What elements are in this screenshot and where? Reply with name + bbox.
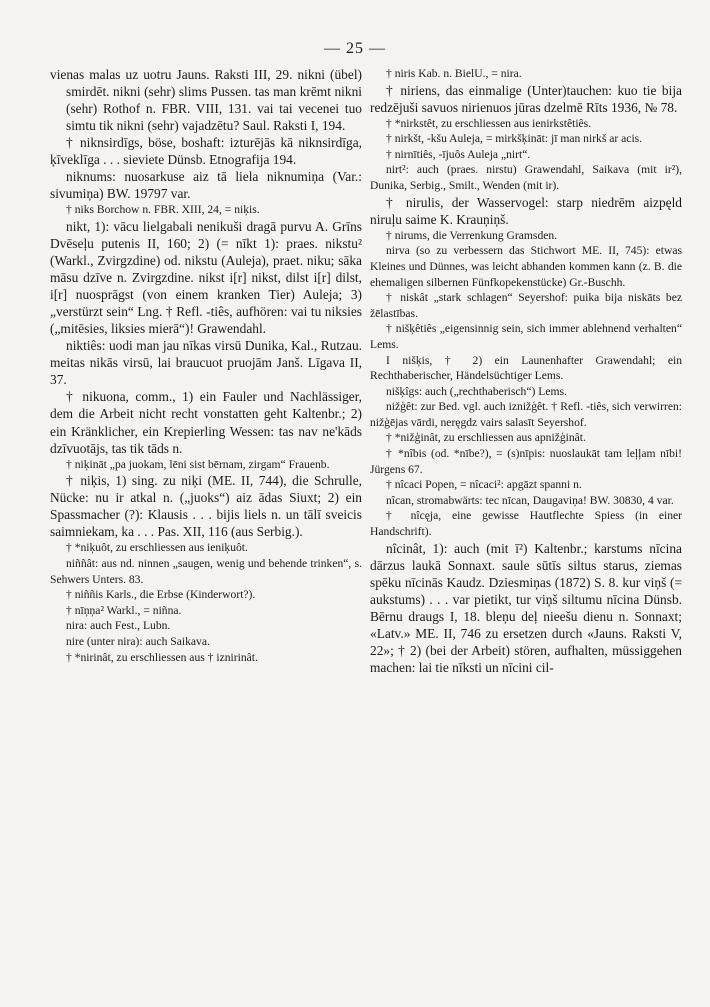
dictionary-entry: nirt²: auch (praes. nirstu) Grawendahl, Saikava (mit ir²), Dunika, Serbig., Smilt., Wenden (mit ir). — [370, 163, 682, 193]
dictionary-entry: † niris Kab. n. BielU., = nira. — [386, 67, 522, 80]
dictionary-entry: nira: auch Fest., Lubn. — [66, 619, 171, 633]
dictionary-entry: † niriens, das einmalige (Unter)tauchen: kuo tie bija redzējuši savuos nirienuos jūras dzelmē Rīts 1936, № 78. — [370, 82, 682, 115]
dictionary-entry: nire (unter nira): auch Saikava. — [66, 634, 210, 648]
dictionary-entry: † *nirkstêt, zu erschliessen aus ienirkstêtiês. — [386, 116, 592, 130]
dictionary-entry: nîcinât, 1): auch (mit ī²) Kaltenbr.; karstums nīcina dārzus laukā Sonnaxt. saule sūtīs siltus starus, ziemas spēku nīcinās Kaudz. Dziesmiņas (1872) S. 8. kur viņš (= aukstums) . . . var pietikt, tur viņš siltumu nīcina Dünsb. Bērnu draugs I, 18. bleņu deļ nieešu dienu n. Sonnaxt; «Latv.» ME. II, 746 zu ersetzen durch «Jauns. Raksti V, 22»; † 2) (bei der Arbeit) stören, aufhalten, müssiggehen machen: lai tie nīksti un nīcini cil- — [370, 540, 682, 675]
dictionary-entry: † *nîbis (od. *nībe?), = (s)nīpis: nuoslaukāt tam leļļam nībi! Jürgens 67. — [370, 447, 682, 476]
dictionary-entry: vienas malas uz uotru Jauns. Raksti III, 29. nikni (übel) smirdēt. nikni (sehr) slims Pussen. tas man krēmt nikni (sehr) Rothof n. FBR. VIII, 131. vai tai vecenei tuo simtu tik nikni (sehr) vajadzētu? Saul. Raksti I, 194. — [50, 67, 362, 134]
dictionary-entry: † *niķuôt, zu erschliessen aus ieniķuôt. — [66, 541, 248, 555]
dictionary-entry: † niķināt „pa juokam, lēni sist bērnam, zirgam“ Frauenb. — [66, 457, 330, 471]
dictionary-entry: † nikuona, comm., 1) ein Fauler und Nachlässiger, dem die Arbeit nicht recht vonstatten geht Kaltenbr.; 2) ein Kränklicher, ein Krepierling Wessen: tas nav ne'kāds dzīvuotājs, tas tik tāds n. — [50, 389, 362, 456]
dictionary-entry: † niknsirdīgs, böse, boshaft: izturējās kā niknsirdīga, ķīveklīga . . . sieviete Dünsb. Etnografija 194. — [50, 135, 362, 168]
dictionary-entry: † niks Borchow n. FBR. XIII, 24, = niķis. — [66, 203, 260, 217]
dictionary-entry: † niññis Karls., die Erbse (Kinderwort?). — [66, 588, 256, 602]
dictionary-entry: nižģêt: zur Bed. vgl. auch iznižģêt. † Refl. -tiês, sich verwirren: nižģējas vārdi, neręgdz vairs salasīt Seyershof. — [370, 400, 682, 429]
dictionary-entry: nikt, 1): vācu lielgabali nenikuši dragā purvu A. Grīns Dvēseļu putenis II, 160; 2) (= nīkt 1): praes. nikstu² (Warkl., Zvirgzdine) od. nikstu (Auleja), praet. niku; sāka māsu dzīve n. Zvirgzdine. nikst i[r] nikst, dilst i[r] dilst, i[r] nuosprāgst (von einem kranken Tier) Auleja; 3) „verstürzt sein“ Lng. † Refl. -tiês, aufhören: vai tu niksies („mitēsies, liksies mierā“)! Grawendahl. — [50, 218, 362, 337]
dictionary-entry: † *nižģinât, zu erschliessen aus apnižģinât. — [386, 431, 586, 445]
left-column — [50, 66, 362, 665]
dictionary-entry: † nīņņa² Warkl., = niñna. — [66, 603, 182, 617]
dictionary-entry: † nirkšt, -kšu Auleja, = mirkšķināt: jī man nirkš ar acis. — [386, 132, 643, 146]
dictionary-entry: niktiês: uodi man jau nīkas virsū Dunika, Kal., Rutzau. meitas nikās virsū, lai braucuot pruojām Janš. Līgava II, 37. — [50, 338, 362, 388]
right-column — [370, 66, 682, 676]
dictionary-entry: † nišķêtiês „eigensinnig sein, sich immer ablehnend verhalten“ Lems. — [370, 322, 682, 351]
dictionary-entry: † nîcęja, eine gewisse Hautflechte Spiess (in einer Handschrift). — [370, 509, 682, 539]
dictionary-entry: nišķîgs: auch („rechthaberisch“) Lems. — [386, 384, 567, 398]
dictionary-entry: † nirulis, der Wasservogel: starp niedrēm aizpęld niruļu saime K. Krauņiņš. — [370, 194, 682, 227]
dictionary-entry: † *nirinât, zu erschliessen aus † iznirinât. — [66, 650, 258, 664]
dictionary-entry: niññât: aus nd. ninnen „saugen, wenig und behende trinken“, s. Sehwers Unters. 83. — [50, 557, 362, 586]
dictionary-entry: niknums: nuosarkuse aiz tā liela niknumiņa (Var.: sivumiņa) BW. 19797 var. — [50, 169, 362, 202]
dictionary-entry: † niskât „stark schlagen“ Seyershof: puika bija niskāts bez žēlastības. — [370, 291, 682, 320]
dictionary-entry: I nišķis, † 2) ein Launenhafter Grawendahl; ein Rechthaberischer, Händelsüchtiger Lems. — [370, 353, 682, 383]
dictionary-entry: nirva (so zu verbessern das Stichwort ME. II, 745): etwas Kleines und Dünnes, was leicht abhanden kommen kann (z. B. die ehemaligen silbernen Fünfkopekenstücke) Gr.-Buschh. — [370, 244, 682, 289]
dictionary-entry: nîcan, stromabwärts: tec nīcan, Daugaviņa! BW. 30830, 4 var. — [386, 493, 674, 507]
dictionary-entry: † nîcaci Popen, = nîcaci²: apgāzt spanni n. — [386, 478, 582, 492]
dictionary-entry: † nirnītiês, -ījuôs Auleja „nirt“. — [386, 147, 531, 161]
dictionary-entry: † nirums, die Verrenkung Gramsden. — [386, 228, 558, 242]
dictionary-entry: † niķis, 1) sing. zu niķi (ME. II, 744), die Schrulle, Nücke: nu ir atkal n. („juoks“) aiz ādas Siuxt; 2) ein Spassmacher (?): Klausis . . . bijis liels n. un tālī sveicis saimniekam, ka . . . Pas. XII, 116 (aus Serbig.). — [50, 473, 362, 540]
page-number: — 25 — — [324, 40, 386, 57]
